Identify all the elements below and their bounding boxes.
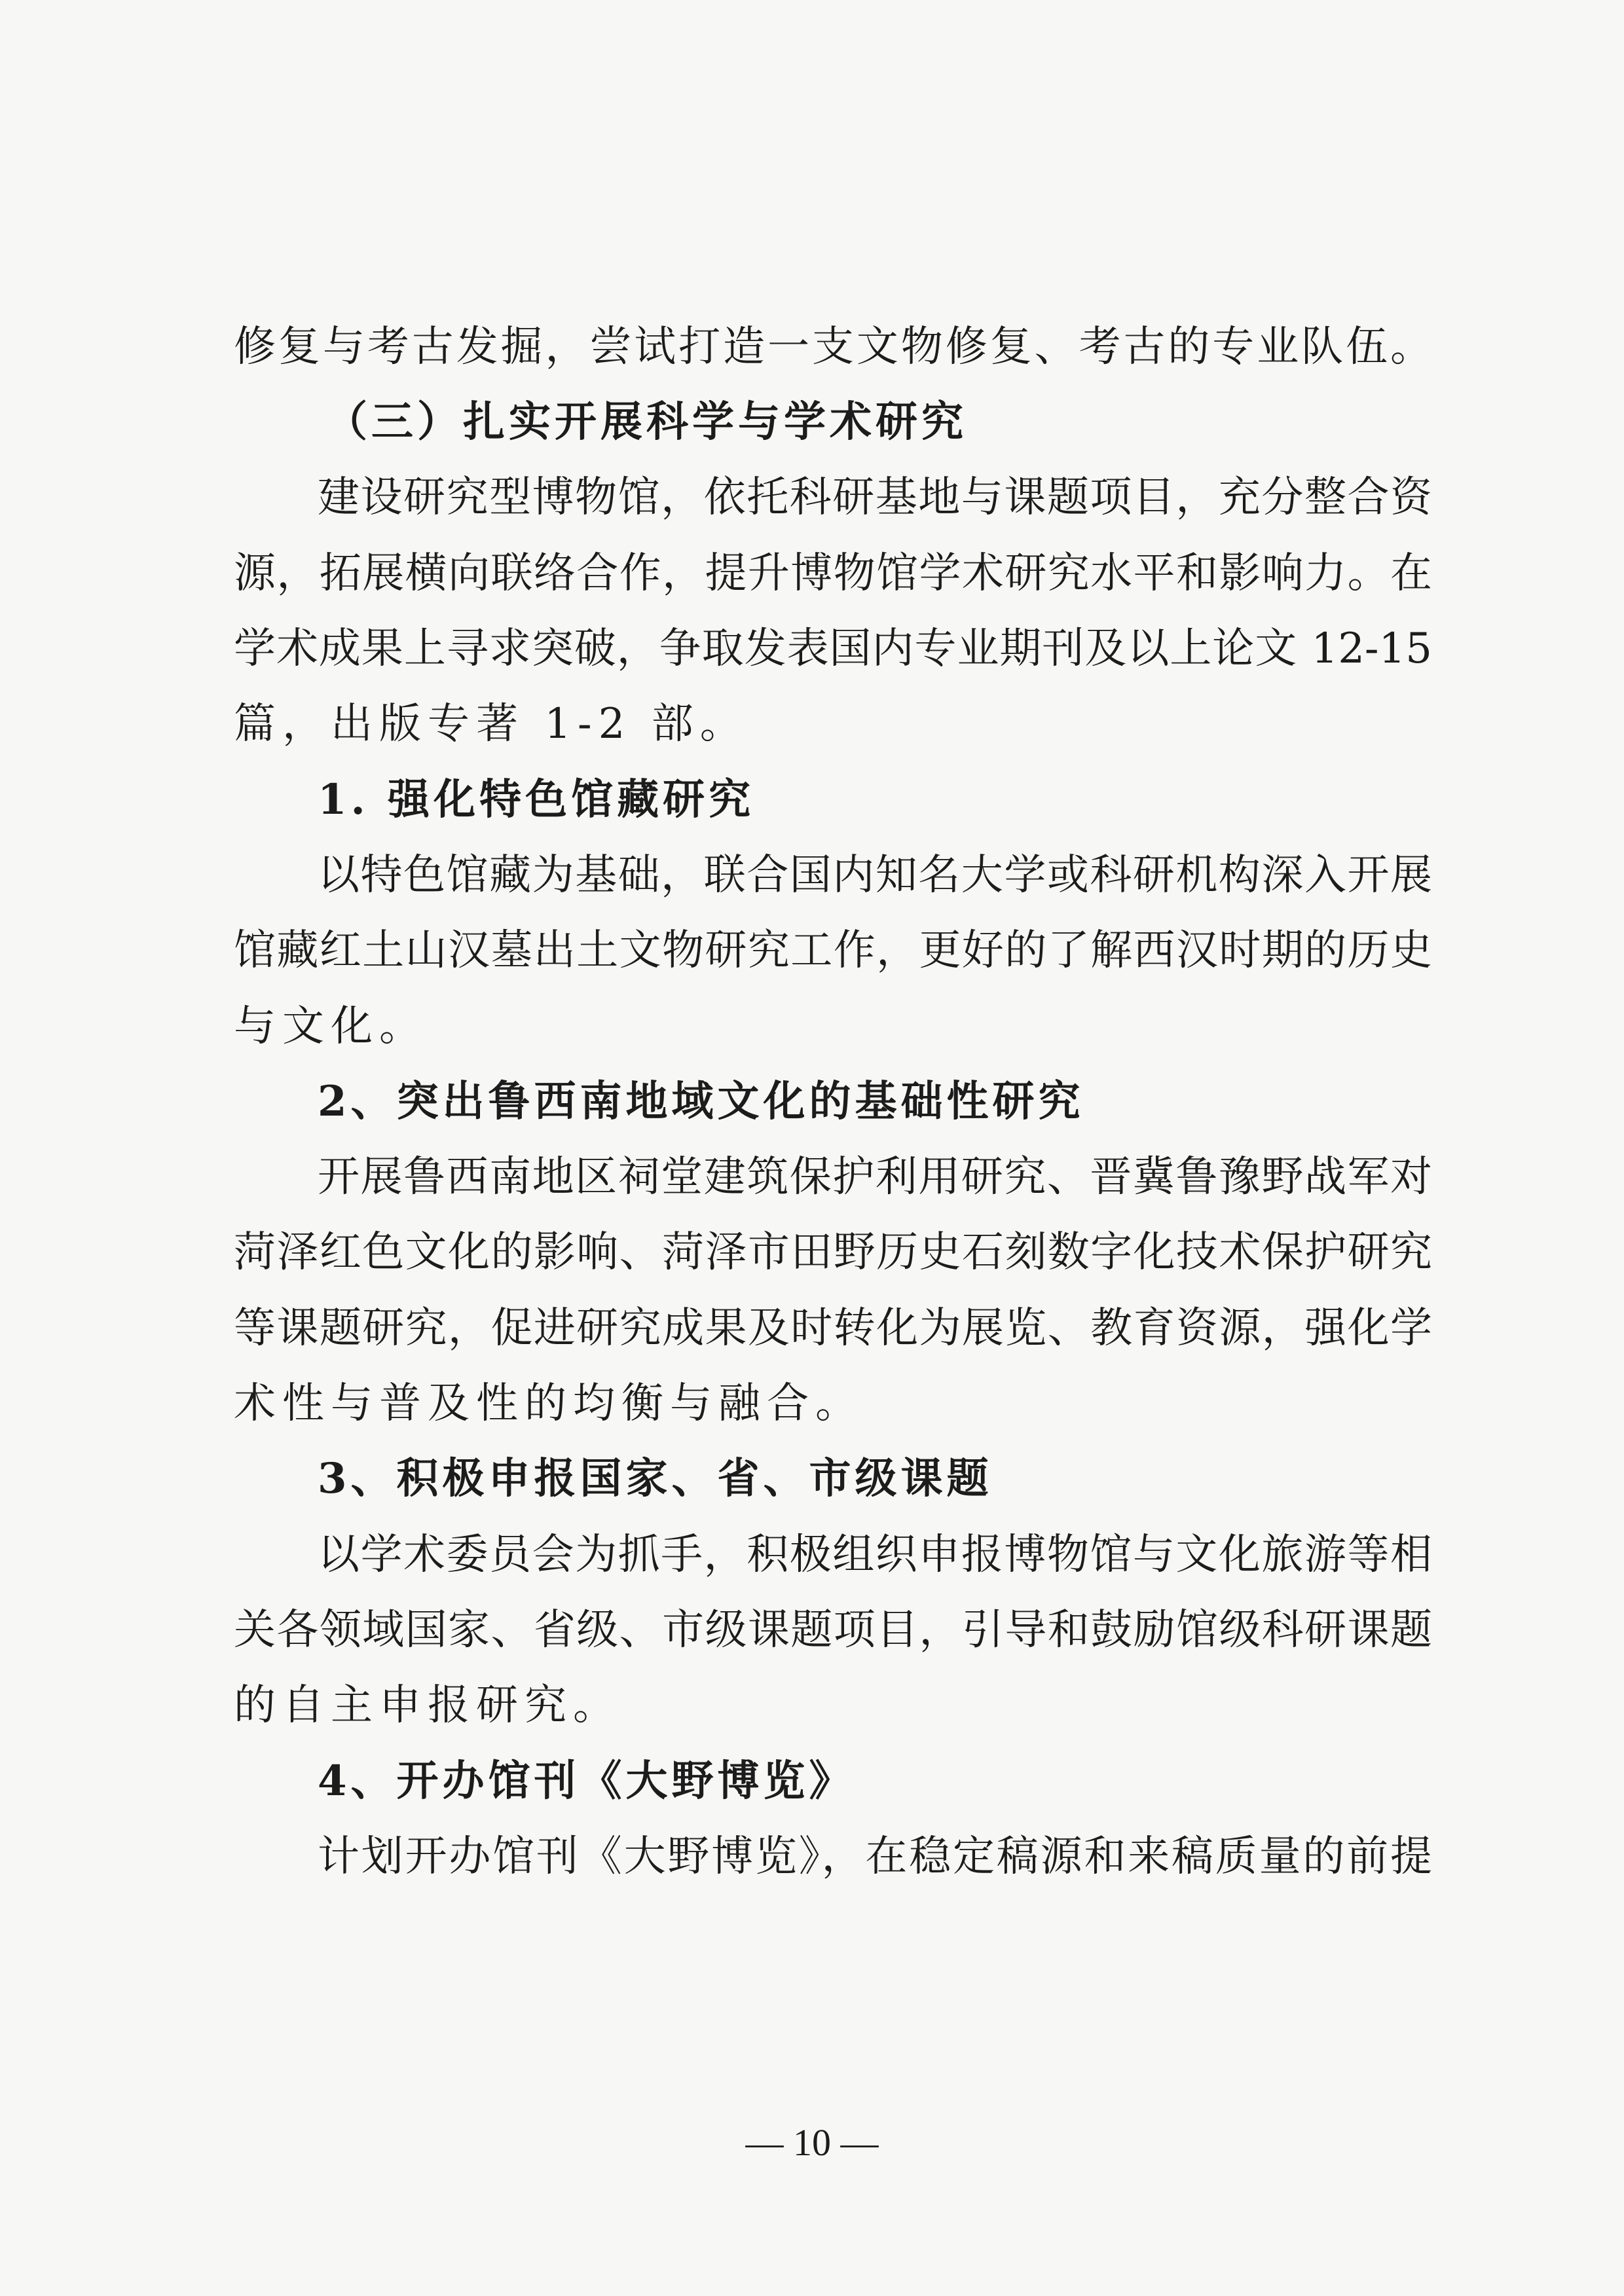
paragraph-line: 菏泽红色文化的影响、菏泽市田野历史石刻数字化技术保护研究	[234, 1228, 1432, 1277]
paragraph-line: 修复与考古发掘，尝试打造一支文物修复、考古的专业队伍。	[234, 323, 1432, 371]
paragraph-line: 馆藏红土山汉墓出土文物研究工作，更好的了解西汉时期的历史	[234, 926, 1432, 975]
paragraph-line: 计划开办馆刊《大野博览》，在稳定稿源和来稿质量的前提	[318, 1832, 1432, 1881]
paragraph-line: 建设研究型博物馆，依托科研基地与课题项目，充分整合资	[318, 473, 1432, 522]
paragraph-line: 关各领域国家、省级、市级课题项目，引导和鼓励馆级科研课题	[234, 1606, 1432, 1654]
paragraph-line: 源，拓展横向联络合作，提升博物馆学术研究水平和影响力。在	[234, 549, 1432, 598]
page-number: — 10 —	[745, 2121, 879, 2164]
paragraph-line: 篇，出版专著 1-2 部。	[234, 700, 748, 748]
paragraph-line: 与文化。	[234, 1002, 428, 1051]
subsection-heading: 2、突出鲁西南地域文化的基础性研究	[318, 1077, 1084, 1126]
paragraph-line: 等课题研究，促进研究成果及时转化为展览、教育资源，强化学	[234, 1304, 1432, 1353]
paragraph-line: 学术成果上寻求突破，争取发表国内专业期刊及以上论文 12-15	[234, 625, 1432, 673]
paragraph-line: 以学术委员会为抓手，积极组织申报博物馆与文化旅游等相	[318, 1531, 1432, 1579]
paragraph-line: 术性与普及性的均衡与融合。	[234, 1379, 864, 1428]
section-heading: （三）扎实开展科学与学术研究	[325, 397, 967, 446]
subsection-heading: 3、积极申报国家、省、市级课题	[318, 1454, 993, 1503]
subsection-heading: 1. 强化特色馆藏研究	[318, 775, 755, 824]
subsection-heading: 4、开办馆刊《大野博览》	[318, 1757, 855, 1806]
paragraph-line: 开展鲁西南地区祠堂建筑保护利用研究、晋冀鲁豫野战军对	[318, 1153, 1432, 1201]
paragraph-line: 的自主申报研究。	[234, 1681, 621, 1730]
paragraph-line: 以特色馆藏为基础，联合国内知名大学或科研机构深入开展	[318, 851, 1432, 900]
